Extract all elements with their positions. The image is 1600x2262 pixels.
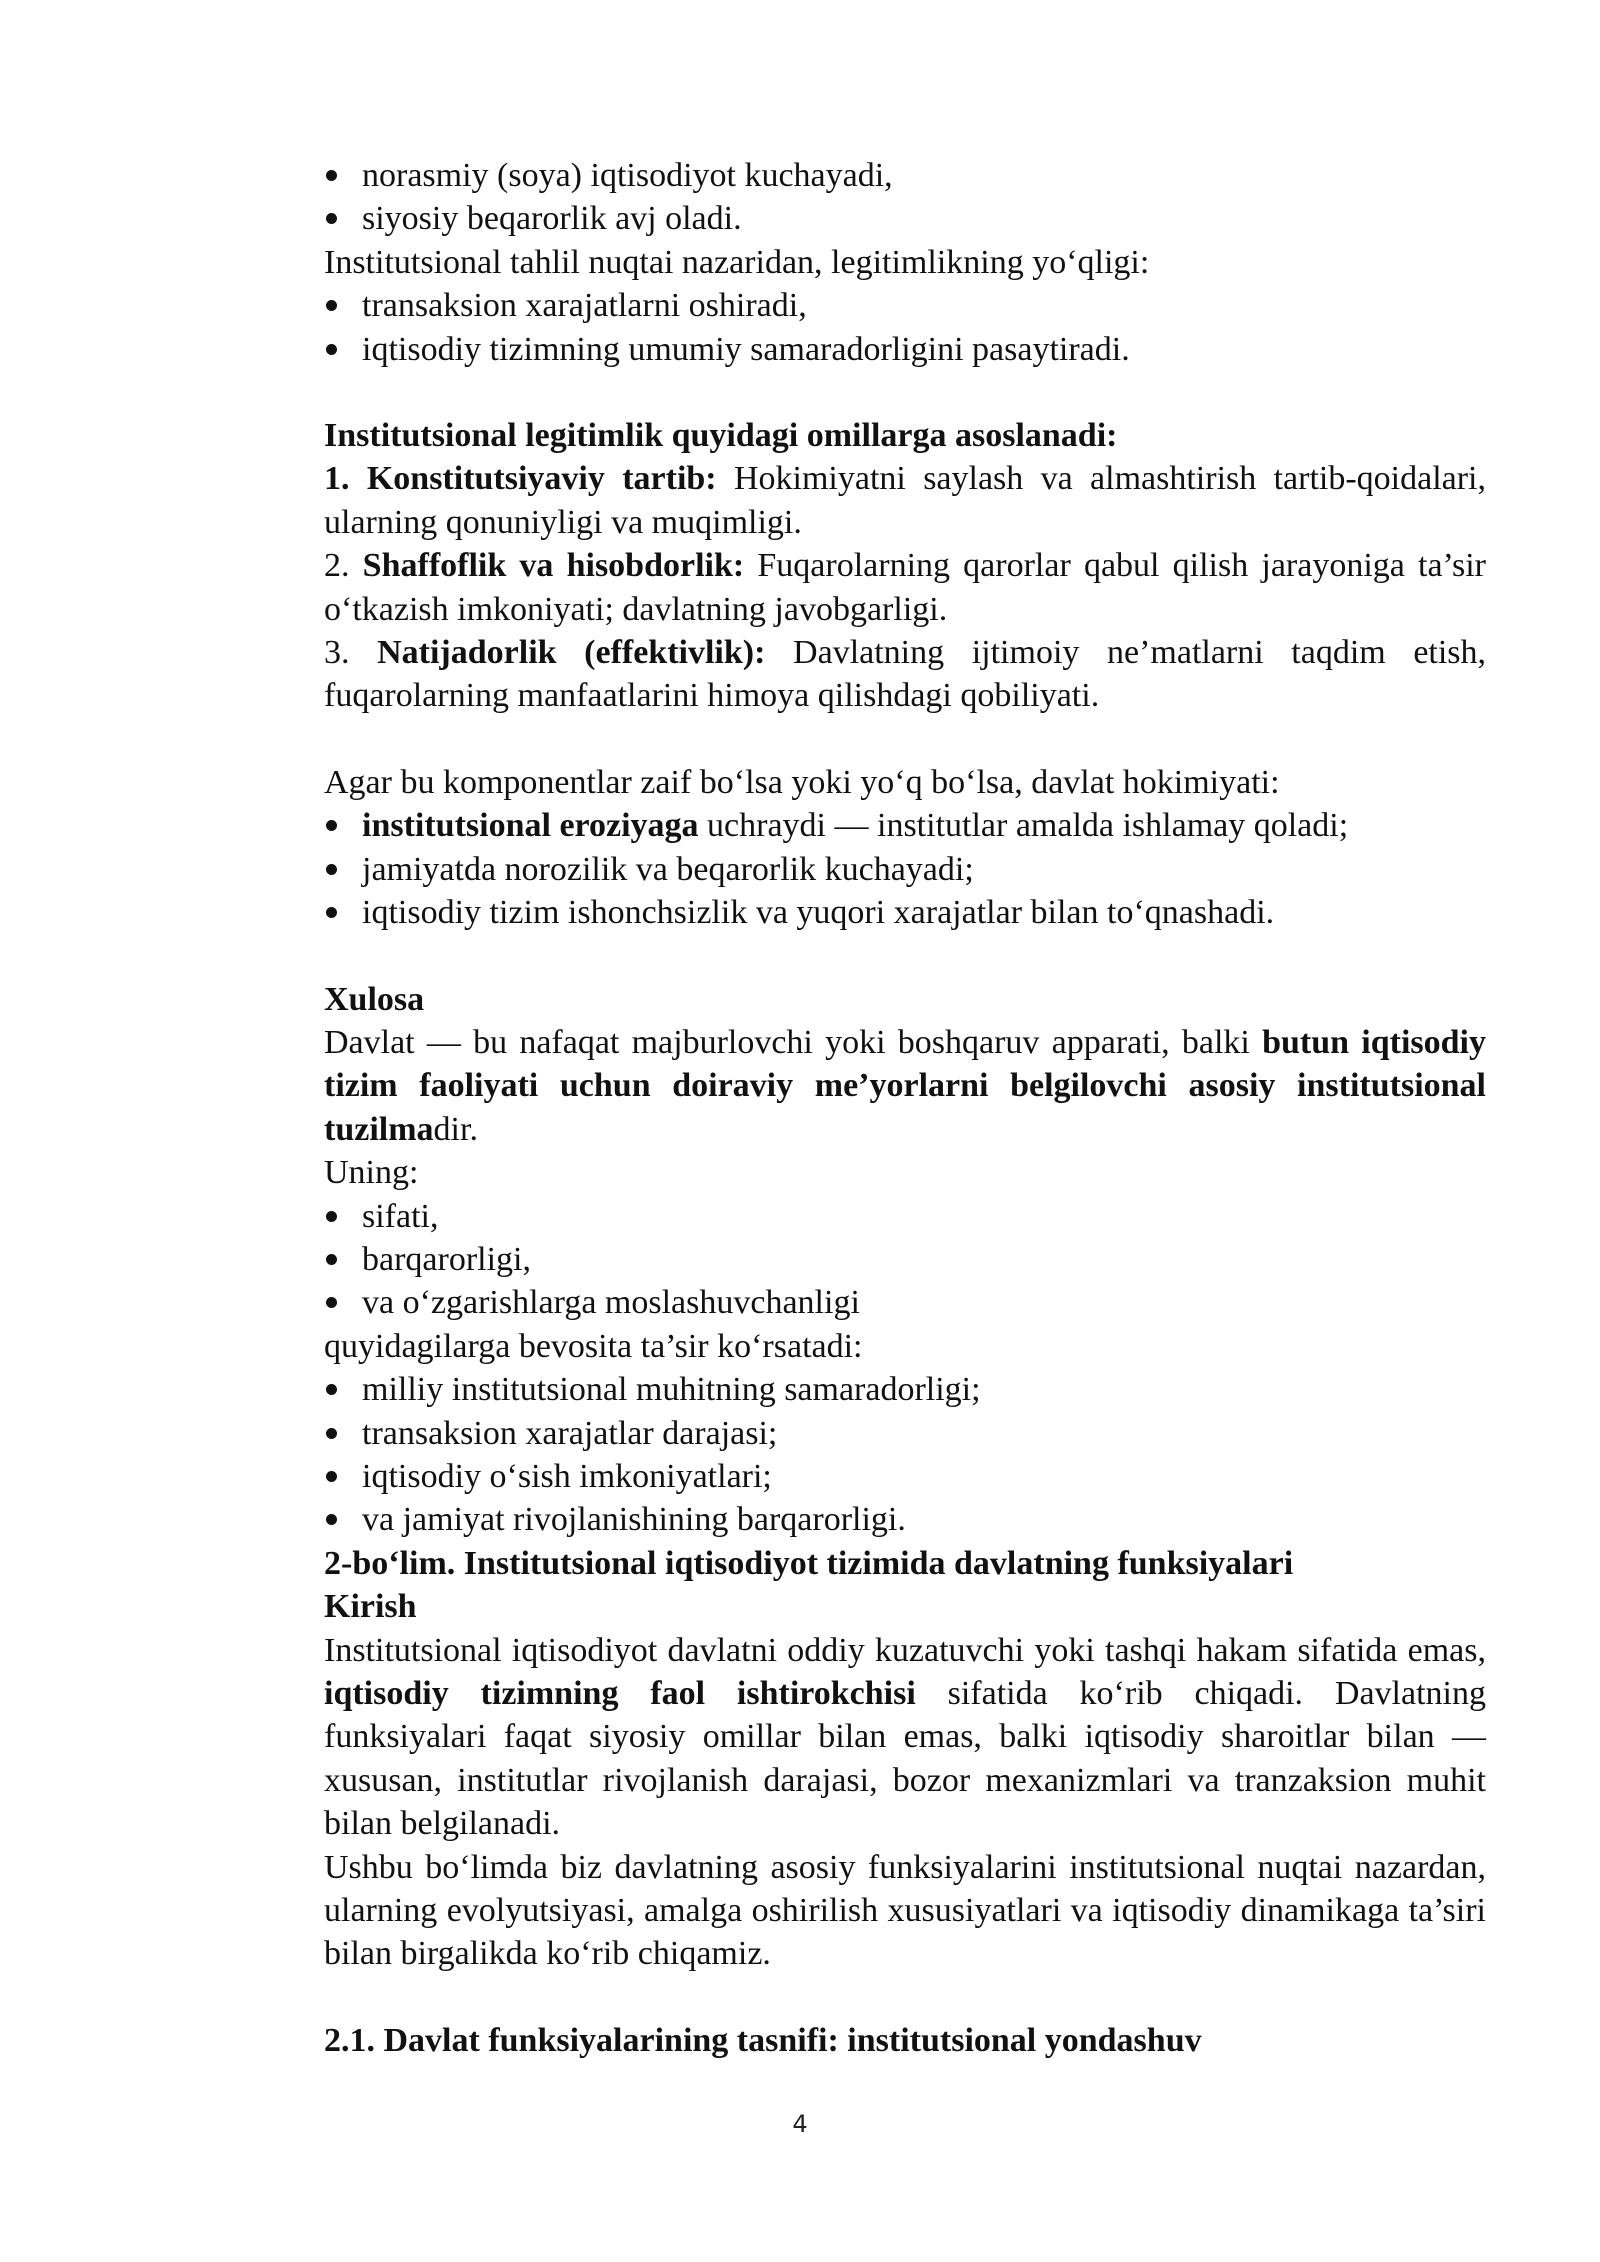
factor-item-2: 2. Shaffoflik va hisobdorlik: Fuqarolarning qarorlar qabul qilish jarayoniga ta’sir o‘tkazish imkoniyati; davlatning javobgarligi. [324,547,1487,628]
intro-heading: Kirish [324,1588,417,1626]
list-item: iqtisodiy o‘sish imkoniyatlari; [229,1455,1486,1498]
bullet-list-legitimacy [229,284,1486,371]
section-2-heading: 2-bo‘lim. Institutsional iqtisodiyot tizimida davlatning funksiyalari [324,1544,1294,1582]
subsection-heading: 2.1. Davlat funksiyalarining tasnifi: institutsional yondashuv [324,2021,1202,2059]
section-2-paragraph-2: Ushbu bo‘limda biz davlatning asosiy funksiyalarini institutsional nuqtai nazardan, ularning evolyutsiyasi, amalga oshirilish xususiyatlari va iqtisodiy dinamikaga ta’siri bilan birgalikda ko‘rib chiqamiz. [324,1848,1486,1973]
factor-item-1: 1. Konstitutsiyaviy tartib: Hokimiyatni saylash va almashtirish tartib-qoidalari, ularning qonuniyligi va muqimligi. [324,460,1487,541]
list-item: siyosiy beqarorlik avj oladi. [229,197,1486,240]
list-item: va o‘zgarishlarga moslashuvchanligi [229,1281,1486,1324]
list-item: sifati, [229,1195,1486,1238]
section-2-paragraph-1: Institutsional iqtisodiyot davlatni oddiy kuzatuvchi yoki tashqi hakam sifatida emas, iqtisodiy tizimning faol ishtirokchisi sifatida ko‘rib chiqadi. Davlatning funksiyalari faqat siyosiy omillar bilan emas, balki iqtisodiy sharoitlar bilan — xususan, institutlar rivojlanish darajasi, bozor mexanizmlari va tranzaksion muhit bilan belgilanadi. [324,1631,1486,1843]
bullet-list-qualities [229,1195,1486,1325]
page-number: 4 [792,2110,808,2138]
bullet-list-effects [229,1368,1486,1542]
list-item: iqtisodiy tizimning umumiy samaradorligini pasaytiradi. [229,328,1486,371]
list-item: transaksion xarajatlar darajasi; [229,1412,1486,1455]
conclusion-paragraph: Davlat — bu nafaqat majburlovchi yoki boshqaruv apparati, balki butun iqtisodiy tizim faoliyati uchun doiraviy me’yorlarni belgilovchi asosiy institutsional tuzilmadir. [324,1023,1486,1148]
list-item: institutsional eroziyaga uchraydi — institutlar amalda ishlamay qoladi; [229,804,1486,847]
effect-intro: quyidagilarga bevosita ta’sir ko‘rsatadi: [324,1327,863,1365]
page-content [229,154,1486,2062]
list-item: iqtisodiy tizim ishonchsizlik va yuqori xarajatlar bilan to‘qnashadi. [229,891,1486,934]
paragraph-legitimacy-intro: Institutsional tahlil nuqtai nazaridan, legitimlikning yo‘qligi: [324,243,1150,281]
list-item: milliy institutsional muhitning samaradorligi; [229,1368,1486,1411]
factor-item-3: 3. Natijadorlik (effektivlik): Davlatning ijtimoiy ne’matlarni taqdim etish, fuqarolarning manfaatlarini himoya qilishdagi qobiliyati. [324,634,1487,715]
list-item: transaksion xarajatlarni oshiradi, [229,284,1486,327]
bullet-list-consequences [229,154,1486,241]
list-item: barqarorligi, [229,1238,1486,1281]
paragraph-weak-components: Agar bu komponentlar zaif bo‘lsa yoki yo‘q bo‘lsa, davlat hokimiyati: [324,763,1280,801]
uning-label: Uning: [324,1154,419,1192]
list-item: jamiyatda norozilik va beqarorlik kuchayadi; [229,848,1486,891]
bullet-list-weak-components [229,804,1486,934]
conclusion-heading: Xulosa [324,980,425,1018]
factors-heading: Institutsional legitimlik quyidagi omillarga asoslanadi: [324,417,1118,455]
list-item: norasmiy (soya) iqtisodiyot kuchayadi, [229,154,1486,197]
list-item: va jamiyat rivojlanishining barqarorligi. [229,1498,1486,1541]
